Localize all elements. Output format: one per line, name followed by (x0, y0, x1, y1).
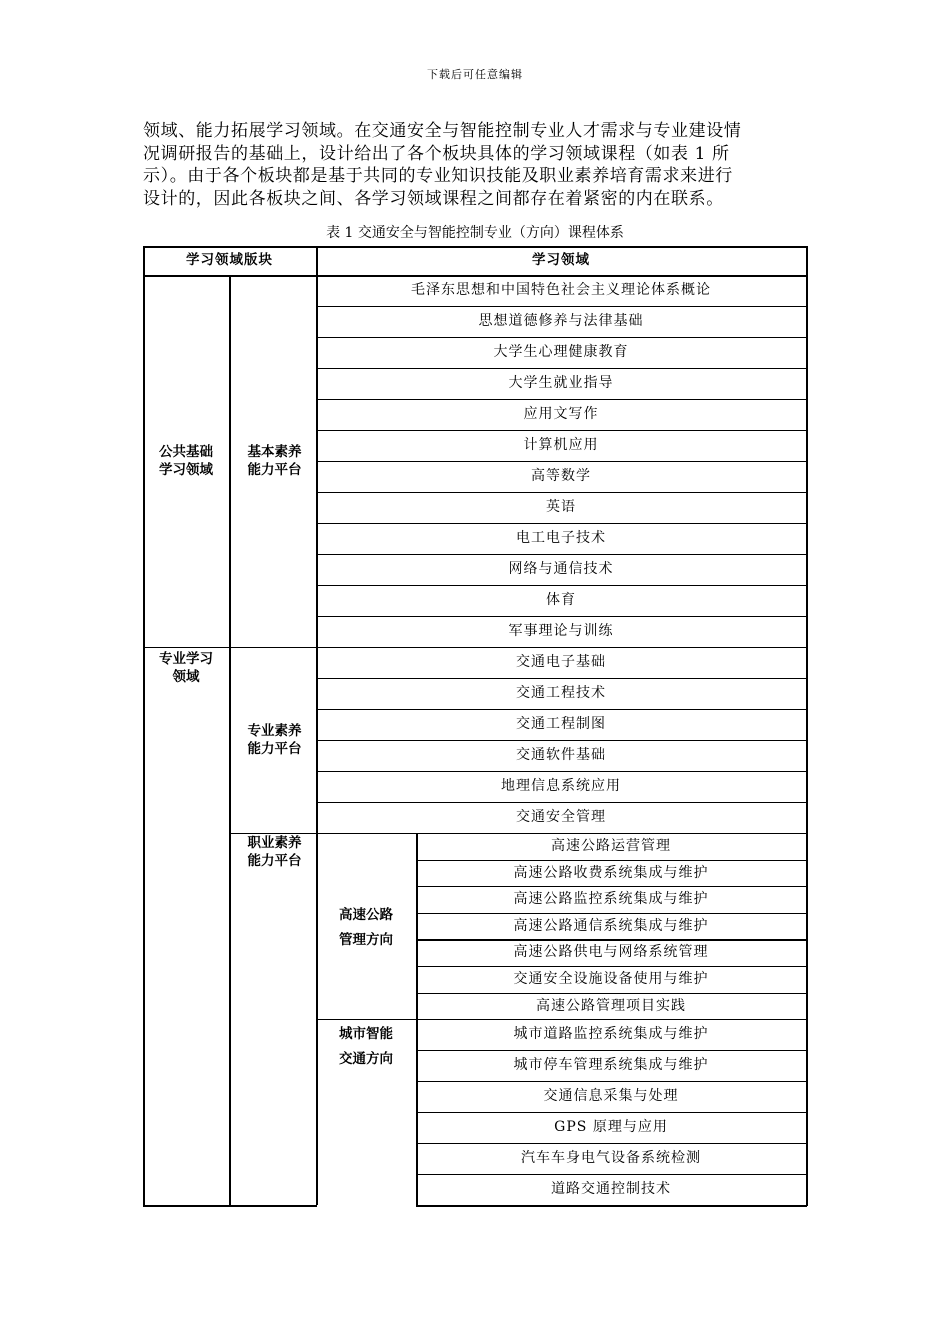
row-divider (316, 492, 807, 493)
course-cell: 高速公路供电与网络系统管理 (513, 944, 709, 961)
course-cell: 交通工程技术 (516, 685, 606, 701)
row-divider (316, 709, 807, 710)
course-cell: 地理信息系统应用 (501, 778, 621, 794)
direction-label-city: 城市智能 交通方向 (339, 1026, 393, 1067)
course-cell: 英语 (546, 499, 576, 515)
row-divider (316, 771, 807, 772)
platform-label-basic: 基本素养 能力平台 (247, 444, 302, 478)
course-cell: 城市停车管理系统集成与维护 (513, 1057, 709, 1074)
platform-label-career: 职业素养 能力平台 (247, 835, 302, 869)
course-cell: 毛泽东思想和中国特色社会主义理论体系概论 (411, 282, 711, 298)
row-divider (316, 430, 807, 431)
row-divider (416, 993, 807, 994)
course-cell: 交通安全管理 (516, 809, 606, 825)
row-divider (316, 523, 807, 524)
course-cell: 高等数学 (531, 468, 591, 484)
course-cell: 体育 (546, 592, 576, 608)
table-border-bottom (143, 1205, 317, 1207)
row-divider (416, 913, 807, 914)
row-divider (416, 1050, 807, 1051)
header-cell-domain: 学习领域版块 (186, 252, 273, 268)
row-divider (316, 616, 807, 617)
course-cell: GPS 原理与应用 (554, 1119, 668, 1136)
row-divider (416, 860, 807, 861)
row-divider (316, 740, 807, 741)
course-cell: 交通电子基础 (516, 654, 606, 670)
row-divider (316, 461, 807, 462)
row-divider (316, 554, 807, 555)
body-paragraph (143, 120, 807, 210)
row-divider (416, 1081, 807, 1082)
row-divider (316, 833, 807, 834)
platform-label-major: 专业素养 能力平台 (247, 723, 302, 757)
row-divider (316, 585, 807, 586)
paragraph-line: 设计的，因此各板块之间、各学习领域课程之间都存在着紧密的内在联系。 (143, 188, 724, 209)
course-cell: 应用文写作 (523, 406, 599, 422)
row-divider (316, 368, 807, 369)
row-divider (316, 802, 807, 803)
table-border-left (143, 246, 145, 1205)
row-divider (416, 886, 807, 887)
course-cell: 交通安全设施设备使用与维护 (513, 971, 709, 987)
course-cell: 交通信息采集与处理 (543, 1088, 679, 1105)
paragraph-line: 示）。由于各个板块都是基于共同的专业知识技能及职业素养培育需求来进行 (143, 166, 733, 186)
row-divider (416, 1112, 807, 1113)
table-border (143, 275, 807, 277)
course-cell: 思想道德修养与法律基础 (478, 313, 644, 329)
row-divider (316, 306, 807, 307)
domain-label-professional: 专业学习 领域 (159, 651, 213, 685)
course-cell: 军事理论与训练 (508, 623, 614, 639)
row-divider (316, 337, 807, 338)
row-divider (416, 1019, 807, 1020)
course-cell: 高速公路监控系统集成与维护 (513, 891, 709, 908)
section-divider (316, 1019, 416, 1020)
course-cell: 大学生心理健康教育 (493, 344, 629, 360)
paragraph-line: 况调研报告的基础上，设计给出了各个板块具体的学习领域课程（如表 1 所 (143, 143, 730, 164)
domain-label-public: 公共基础 学习领域 (159, 444, 213, 478)
column-divider (416, 833, 418, 1205)
table-border-bottom (416, 1205, 807, 1207)
row-divider (416, 966, 807, 967)
table-border-top (143, 246, 807, 248)
course-cell: 交通软件基础 (516, 747, 606, 763)
table-border-right (806, 246, 808, 1206)
course-cell: 高速公路通信系统集成与维护 (513, 917, 709, 934)
course-cell: 计算机应用 (523, 437, 599, 453)
page-header: 下载后可任意编辑 (427, 68, 523, 81)
row-divider (316, 678, 807, 679)
row-divider (416, 1143, 807, 1144)
course-cell: 网络与通信技术 (508, 561, 614, 577)
table-caption: 表 1 交通安全与智能控制专业（方向）课程体系 (326, 225, 624, 241)
direction-label-highway: 高速公路 管理方向 (339, 907, 393, 948)
header-cell-course: 学习领域 (532, 252, 590, 268)
course-cell: 高速公路收费系统集成与维护 (513, 864, 709, 881)
course-cell: 城市道路监控系统集成与维护 (513, 1026, 709, 1043)
paragraph-line: 领域、能力拓展学习领域。在交通安全与智能控制专业人才需求与专业建设情 (143, 121, 742, 141)
course-cell: 高速公路运营管理 (551, 838, 671, 854)
course-cell: 交通工程制图 (516, 716, 606, 732)
course-cell: 电工电子技术 (516, 530, 606, 546)
row-divider (316, 399, 807, 400)
course-cell: 大学生就业指导 (508, 375, 614, 391)
course-cell: 高速公路管理项目实践 (536, 997, 686, 1014)
course-cell: 道路交通控制技术 (551, 1181, 671, 1198)
course-cell: 汽车车身电气设备系统检测 (521, 1150, 701, 1167)
row-divider (316, 647, 807, 648)
row-divider (416, 1174, 807, 1175)
row-divider (416, 939, 807, 940)
